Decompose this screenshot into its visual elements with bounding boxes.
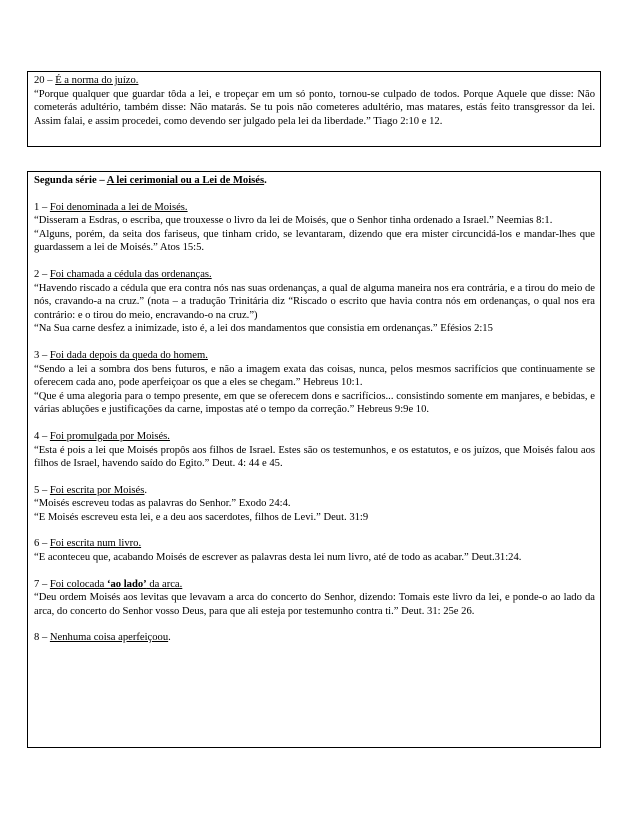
item-title-text: Foi escrita por Moisés <box>49 484 145 496</box>
item-list <box>34 188 595 645</box>
item-title-trail: . <box>144 484 147 496</box>
section-heading <box>34 74 595 88</box>
spacer <box>34 417 595 430</box>
item-heading <box>34 537 595 551</box>
item-title <box>50 431 170 442</box>
item-heading <box>34 349 595 363</box>
item-paragraph: “Havendo riscado a cédula que era contra nós nas suas ordenanças, a qual de alguma maneira nos era contrária, e a tirou do meio de nós, cravando-a na cruz.” (nota – a tradução Trinitária diz “Riscado o escrito que havia contra nós em ordenanças, o qual nos era contrário: e o tirou do meio, encravando-o na cruz.”) <box>34 282 595 321</box>
item-number: 2 – <box>34 268 50 280</box>
list-item <box>34 268 595 336</box>
item-number: 7 – <box>34 578 50 590</box>
series-prefix: Segunda série – <box>34 175 107 186</box>
item-title-text: Foi denominada a lei de Moisés. <box>49 201 188 213</box>
item-heading <box>34 631 595 645</box>
item-paragraph: “E Moisés escreveu esta lei, e a deu aos sacerdotes, filhos de Levi.” Deut. 31:9 <box>34 511 369 523</box>
series-title: A lei cerimonial ou a Lei de Moisés <box>106 175 265 186</box>
item-title-text: Foi escrita num livro. <box>49 538 142 550</box>
item-number: 1 – <box>34 201 50 213</box>
item-title-text: Nenhuma coisa aperfeiçoou <box>49 632 169 644</box>
item-title <box>50 632 168 643</box>
list-item <box>34 201 595 255</box>
list-item <box>34 484 595 525</box>
item-title-bold: ‘ao lado’ <box>106 578 147 590</box>
item-title-text: Foi promulgada por Moisés. <box>49 430 170 442</box>
item-paragraph: “E aconteceu que, acabando Moisés de escrever as palavras desta lei num livro, até de todo as acabar.” Deut.31:24. <box>34 552 522 564</box>
item-title <box>50 202 188 213</box>
item-title-text: Foi colocada <box>49 578 107 590</box>
spacer <box>34 188 595 201</box>
item-heading <box>34 430 595 444</box>
item-title <box>50 350 208 361</box>
spacer <box>34 336 595 349</box>
item-title <box>50 269 212 280</box>
spacer <box>34 255 595 268</box>
item-paragraph: “Que é uma alegoria para o tempo presente, em que se oferecem dons e sacrifícios... consistindo somente em manjares, e bebidas, e várias abluções e justificações da carne, impostas até o tempo da correção.” Hebreus 9:9e 10. <box>34 390 595 416</box>
item-heading <box>34 268 595 282</box>
list-item <box>34 430 595 471</box>
item-paragraph: “Esta é pois a lei que Moisés propôs aos filhos de Israel. Estes são os testemunhos, e os estatutos, e os juízos, que Moisés falou aos filhos de Israel, havendo saído do Egito.” Deut. 4: 44 e 45. <box>34 444 595 470</box>
item-heading <box>34 484 595 498</box>
item-title-trail: . <box>168 632 171 644</box>
quote-paragraph: “Porque qualquer que guardar tôda a lei, e tropeçar em um só ponto, tornou-se culpado de todos. Porque Aquele que disse: Não cometerás adultério, também disse: Não matarás. Se tu pois não cometeres adultério, mas matares, estás feito transgressor da lei. Assim falai, e assim procedei, como devendo ser julgado pela lei da liberdade.” Tiago 2:10 e 12. <box>34 88 595 127</box>
item-title-text: Foi chamada a cédula das ordenanças. <box>49 268 212 280</box>
item-number: 6 – <box>34 538 50 550</box>
spacer <box>34 618 595 631</box>
section-box-juizo <box>27 71 601 147</box>
item-paragraph: “Sendo a lei a sombra dos bens futuros, e não a imagem exata das coisas, nunca, pelos mesmos sacrifícios que continuamente se oferecem cada ano, pode aperfeiçoar os que a eles se chegam.” Hebreus 10:1. <box>34 363 595 389</box>
item-number: 4 – <box>34 430 50 442</box>
item-title <box>50 538 141 549</box>
item-paragraph: “Deu ordem Moisés aos levitas que levavam a arca do concerto do Senhor, dizendo: Tomais este livro da lei, e ponde-o ao lado da arca, do concerto do Senhor vosso Deus, para que ali esteja por testemunho contra ti.” Deut. 31: 25e 26. <box>34 592 595 617</box>
item-title-after: da arca. <box>146 578 183 590</box>
list-item <box>34 537 595 564</box>
series-heading: Segunda série – A lei cerimonial ou a Lei de Moisés. <box>34 175 267 186</box>
item-title <box>50 485 144 496</box>
list-item <box>34 578 595 619</box>
item-title-text: Foi dada depois da queda do homem. <box>49 349 208 361</box>
item-paragraph: “Moisés escreveu todas as palavras do Senhor.” Exodo 24:4. <box>34 498 291 510</box>
item-heading <box>34 201 595 215</box>
item-heading <box>34 578 595 592</box>
list-item <box>34 349 595 417</box>
item-paragraph: “Alguns, porém, da seita dos fariseus, que tinham crido, se levantaram, dizendo que era mister circuncidá-los e mandar-lhes que guardassem a lei de Moisés.” Atos 15:5. <box>34 228 595 254</box>
heading-title: É a norma do juízo. <box>55 75 139 86</box>
spacer <box>34 565 595 578</box>
list-item <box>34 631 595 645</box>
spacer <box>34 524 595 537</box>
section-box-lei-cerimonial <box>27 171 601 748</box>
spacer <box>34 471 595 484</box>
item-title <box>50 579 182 590</box>
item-number: 3 – <box>34 349 50 361</box>
item-number: 5 – <box>34 484 50 496</box>
item-paragraph: “Disseram a Esdras, o escriba, que trouxesse o livro da lei de Moisés, que o Senhor tinha ordenado a Israel.” Neemias 8:1. <box>34 215 553 227</box>
item-paragraph: “Na Sua carne desfez a inimizade, isto é, a lei dos mandamentos que consistia em ordenanças.” Efésios 2:15 <box>34 323 493 335</box>
item-number: 8 – <box>34 632 50 644</box>
heading-number: 20 – <box>34 75 56 86</box>
